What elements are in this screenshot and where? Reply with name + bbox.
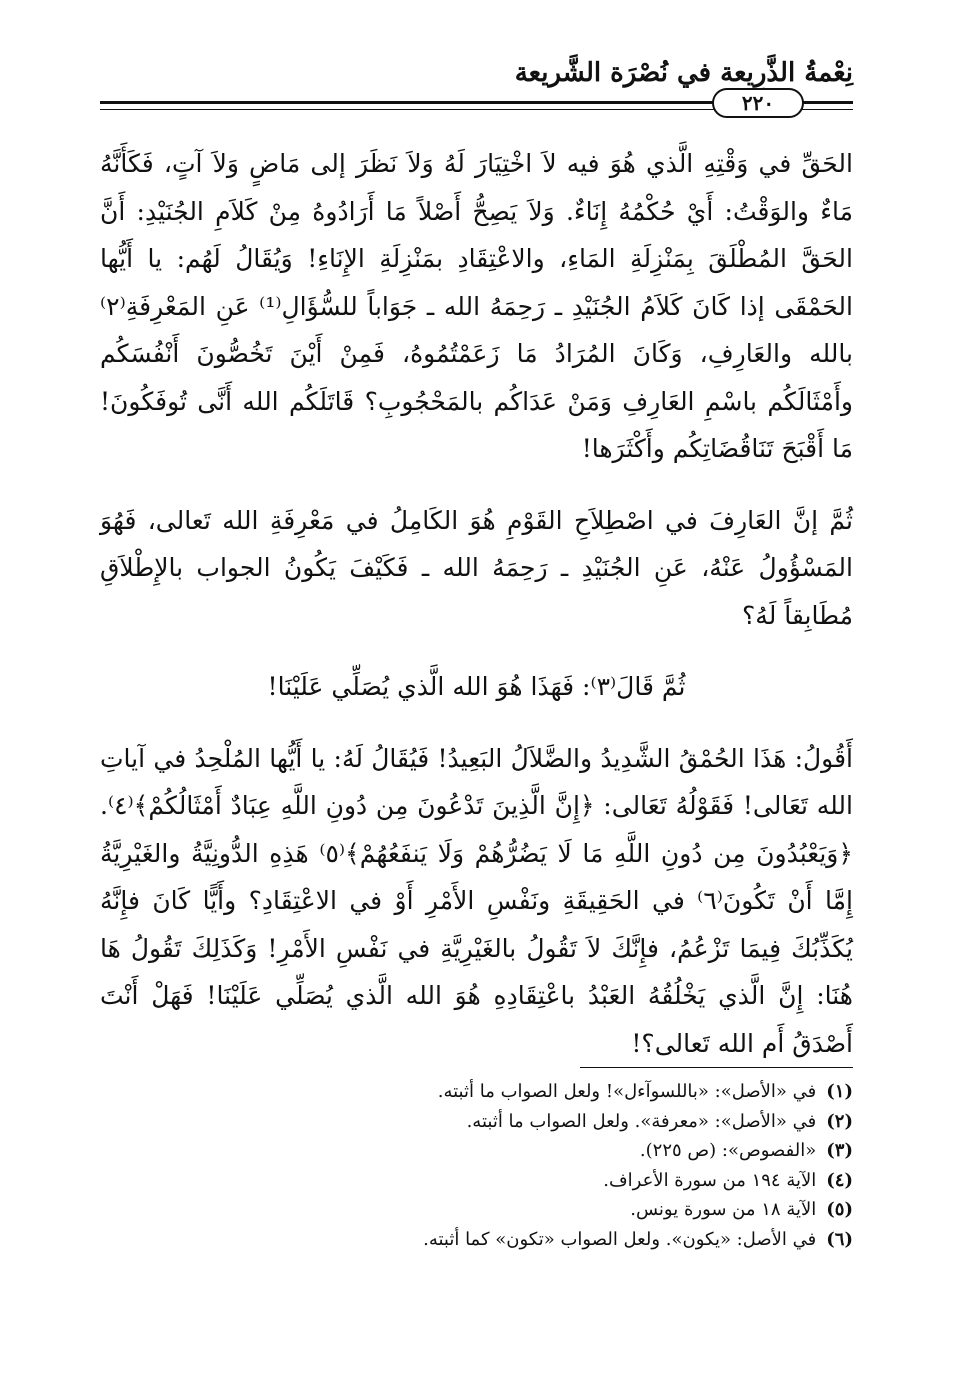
footnote-number: (٤) — [826, 1169, 853, 1191]
page-number: ٢٢٠ — [712, 88, 804, 118]
footnote-3 — [100, 1136, 853, 1166]
main-text — [100, 140, 853, 1091]
footnote-1 — [100, 1077, 853, 1107]
footnote-6 — [100, 1225, 853, 1255]
footnote-number: (٦) — [826, 1228, 853, 1250]
footnotes — [100, 1077, 853, 1254]
footnote-5 — [100, 1195, 853, 1225]
footnote-number: (٢) — [826, 1110, 853, 1132]
paragraph-2: ثُمَّ إنَّ العَارِفَ في اصْطِلاَحِ القَوْمِ هُوَ الكَامِلُ في مَعْرِفَةِ الله تَعالى، فَهُوَ المَسْؤُولُ عَنْهُ، عَنِ الجُنَيْدِ ـ رَحِمَهُ الله ـ فَكَيْفَ يَكُونُ الجواب بالإِطْلاَقِ مُطَابِقاً لَهُ؟ — [100, 505, 853, 630]
footnote-text: في الأصل: «يكون». ولعل الصواب «تكون» كما أثبته. — [423, 1228, 817, 1250]
paragraph-4: أَقُولُ: هَذَا الحُمْقُ الشَّدِيدُ والضَّلاَلُ البَعِيدُ! فَيُقَالُ لَهُ: يا أَيُّها المُلْحِدُ في آياتِ الله تَعَالى! فَقَوْلُهُ تَعَالى: ﴿إِنَّ الَّذِينَ تَدْعُونَ مِن دُونِ اللَّهِ عِبَادٌ أَمْثَالُكُمْ﴾⁽٤⁾. ﴿وَيَعْبُدُونَ مِن دُونِ اللَّهِ مَا لَا يَضُرُّهُمْ وَلَا يَنفَعُهُمْ﴾⁽٥⁾ هَذِهِ الدُّونِيَّةُ والغَيْرِيَّةُ إِمَّا أَنْ تَكُونَ⁽٦⁾ في الحَقِيقَةِ ونَفْسِ الأَمْرِ أَوْ في الاعْتِقَادِ؟ وأَيًّا كَانَ فإِنَّهُ يُكَذِّبُكَ فِيمَا تَزْعُمُ، فإِنَّكَ لاَ تَقُولُ بالغَيْرِيَّةِ في نَفْسِ الأَمْرِ! وَكَذَلِكَ تَقُولُ هَا هُنَا: إِنَّ الَّذي يَخْلُقُهُ العَبْدُ باعْتِقَادِهِ هُوَ الله الَّذي يُصَلِّي عَلَيْنَا! فَهَلْ أَنْتَ أَصْدَقُ أَم الله تَعالى؟! — [100, 743, 853, 1058]
footnote-2 — [100, 1107, 853, 1137]
footnote-text: في «الأصل»: «معرفة». ولعل الصواب ما أثبته. — [466, 1110, 817, 1132]
footnote-number: (٣) — [826, 1140, 853, 1161]
footnote-text: الآية ١٨ من سورة يونس. — [630, 1199, 817, 1220]
paragraph-1: الحَقِّ في وَقْتِهِ الَّذي هُوَ فيه لاَ اخْتِيَارَ لَهُ وَلاَ نَظَرَ إلى مَاضٍ وَلاَ آتٍ، فَكَأَنَّهُ مَاءٌ والوَقْتُ: أَيْ حُكْمُهُ إِنَاءٌ. وَلاَ يَصِحُّ أَصْلاً مَا أَرَادُوهُ مِنْ كَلاَمِ الجُنَيْدِ: أَنَّ الحَقَّ المُطْلَقَ بِمَنْزِلَةِ المَاءِ، والاعْتِقَادِ بمَنْزِلَةِ الإِنَاءِ! وَيُقَالُ لَهُم: يا أَيُّها الحَمْقَى إذا كَانَ كَلاَمُ الجُنَيْدِ ـ رَحِمَهُ الله ـ جَوَاباً للسُّؤَالِ⁽¹⁾ عَنِ المَعْرِفَةِ⁽٢⁾ بالله والعَارِفِ، وَكَانَ المُرَادُ مَا زَعَمْتُمُوهُ، فَمِنْ أَيْنَ تَخُصُّونَ أَنْفُسَكُم وأَمْثَالَكُم باسْمِ العَارِفِ وَمَنْ عَدَاكُم بالمَحْجُوبِ؟ قَاتَلَكُم الله أَنَّى تُوفَكُونَ! مَا أَقْبَحَ تَنَاقُضَاتِكُم وأَكْثَرَها! — [100, 149, 853, 463]
footnote-text: الآية ١٩٤ من سورة الأعراف. — [603, 1169, 817, 1191]
footnote-text: في «الأصل»: «باللسوآءل»! ولعل الصواب ما أثبته. — [437, 1081, 817, 1102]
footnote-separator — [580, 1067, 853, 1068]
footnote-number: (٥) — [826, 1199, 853, 1220]
paragraph-3: ثُمَّ قَالَ⁽٣⁾: فَهَذَا هُوَ الله الَّذي يُصَلِّي عَلَيْنَا! — [267, 672, 686, 701]
footnote-text: «الفصوص»: (ص ٢٢٥). — [639, 1140, 817, 1161]
running-title: نِعْمةُ الذَّرِيعة في نُصْرَة الشَّريعة — [514, 58, 853, 88]
footnote-number: (١) — [826, 1081, 853, 1102]
footnote-4 — [100, 1166, 853, 1196]
